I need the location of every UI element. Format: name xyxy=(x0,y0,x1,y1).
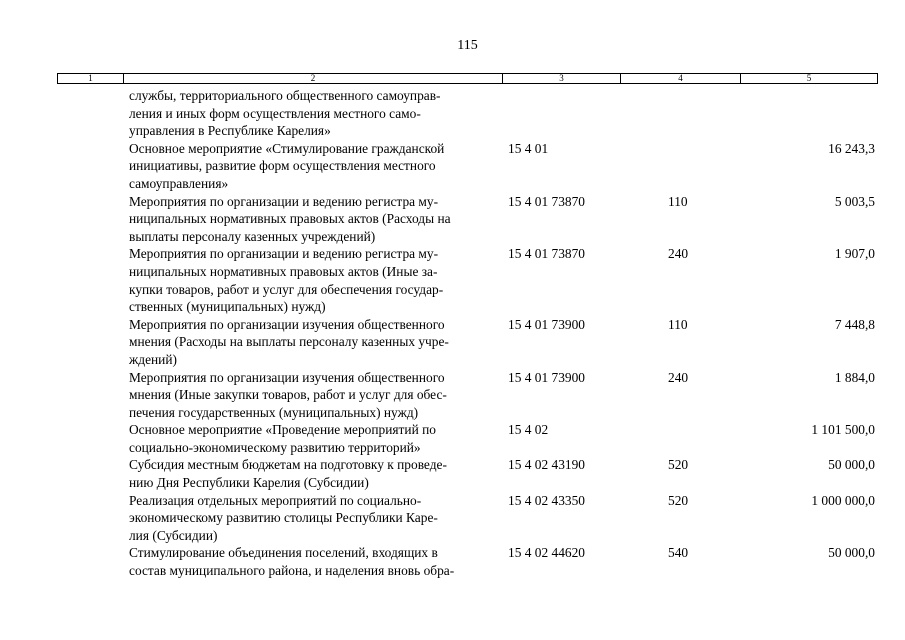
row-amount: 5 003,5 xyxy=(834,193,875,209)
row-name: Стимулирование объединения поселений, входящих в состав муниципального района, и наделения вновь обра- xyxy=(129,545,455,579)
table-row xyxy=(0,316,905,369)
row-amount: 1 907,0 xyxy=(834,246,875,262)
table-row xyxy=(0,245,905,315)
table-row xyxy=(0,369,905,422)
table-row xyxy=(0,421,905,456)
row-code: 15 4 01 73900 xyxy=(508,369,585,385)
row-code: 15 4 02 43190 xyxy=(508,457,585,473)
header-col-3: 3 xyxy=(503,74,621,83)
table-row xyxy=(0,544,905,579)
table-row xyxy=(0,193,905,246)
row-code: 15 4 01 73870 xyxy=(508,246,585,262)
row-name: Реализация отдельных мероприятий по социально- экономическому развитию столицы Республики Каре- лия (Субсидии) xyxy=(129,492,438,543)
row-type: 240 xyxy=(668,246,689,262)
table-body xyxy=(0,87,905,580)
row-type: 110 xyxy=(668,193,688,209)
row-name: Основное мероприятие «Проведение мероприятий по социально-экономическому развитию территорий» xyxy=(129,422,436,455)
row-name: Субсидия местным бюджетам на подготовку к проведе- нию Дня Республики Карелия (Субсидии) xyxy=(129,457,447,491)
row-amount: 7 448,8 xyxy=(834,316,875,332)
row-name: Мероприятия по организации и ведению регистра му- ниципальных нормативных правовых актов (Расходы на выплаты персоналу казенных учреждений) xyxy=(129,193,451,244)
row-amount: 1 000 000,0 xyxy=(811,492,875,508)
row-code: 15 4 01 73870 xyxy=(508,193,585,209)
table-header xyxy=(57,73,878,84)
row-type: 110 xyxy=(668,316,688,332)
row-code: 15 4 01 73900 xyxy=(508,316,585,332)
header-col-4: 4 xyxy=(621,74,741,83)
row-code: 15 4 01 xyxy=(508,140,549,156)
header-col-1: 1 xyxy=(58,74,124,83)
row-type: 540 xyxy=(668,545,689,561)
row-name: Основное мероприятие «Стимулирование гражданской инициативы, развитие форм осуществления местного самоуправления» xyxy=(129,140,445,191)
row-code: 15 4 02 43350 xyxy=(508,492,585,508)
row-name: Мероприятия по организации и ведению регистра му- ниципальных нормативных правовых актов (Иные за- купки товаров, работ и услуг для обеспечения государ- ственных (муниципальных) нужд) xyxy=(129,246,444,315)
header-col-5: 5 xyxy=(806,73,812,83)
row-amount: 50 000,0 xyxy=(828,545,875,561)
row-name: Мероприятия по организации изучения общественного мнения (Иные закупки товаров, работ и услуг для обес- печения государственных (муниципальных) нужд) xyxy=(129,369,447,420)
row-type: 520 xyxy=(668,457,689,473)
row-type: 240 xyxy=(668,369,689,385)
table-row xyxy=(0,140,905,193)
table-row xyxy=(0,492,905,545)
row-amount: 1 884,0 xyxy=(834,369,875,385)
row-name: Мероприятия по организации изучения общественного мнения (Расходы на выплаты персоналу казенных учре- ждений) xyxy=(129,316,449,367)
table-row xyxy=(0,87,905,140)
row-amount: 1 101 500,0 xyxy=(811,422,875,438)
row-code: 15 4 02 44620 xyxy=(508,545,585,561)
row-code: 15 4 02 xyxy=(508,422,549,438)
row-amount: 50 000,0 xyxy=(828,457,875,473)
row-amount: 16 243,3 xyxy=(828,140,875,156)
row-type: 520 xyxy=(668,492,689,508)
header-col-2: 2 xyxy=(124,74,503,83)
table-row xyxy=(0,456,905,491)
page-number: 115 xyxy=(457,38,478,53)
row-name: службы, территориального общественного самоуправ- ления и иных форм осуществления местного само- управления в Республике Карелия» xyxy=(129,88,441,139)
